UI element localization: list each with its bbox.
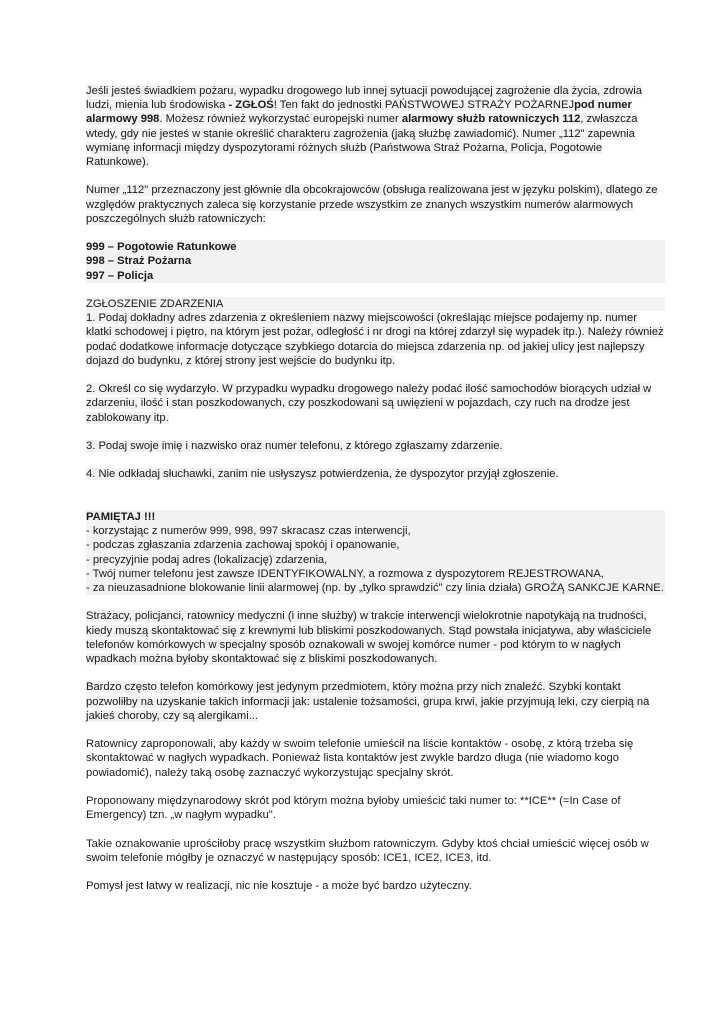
remember-item: - Twój numer telefonu jest zawsze IDENTYFIKOWALNY, a rozmowa z dyspozytorem REJESTROWANA, [86, 567, 665, 581]
report-step-2: 2. Określ co się wydarzyło. W przypadku wypadku drogowego należy podać ilość samochodów biorących udział w zdarzeniu, ilość i stan poszkodowanych, czy poszkodowani są uwięzieni w pojazdach, czy ruch na drodze jest zablokowany itp. [86, 383, 652, 424]
ice-paragraph-2 [86, 680, 665, 723]
ice-text-5: Takie oznakowanie uprościłoby pracę wszystkim służbom ratowniczym. Gdyby ktoś chciał umieścić więcej osób w swoim telefonie mógłby je oznaczyć w następujący sposób: ICE1, ICE2, ICE3, itd. [86, 837, 649, 864]
ice-text-1: Strażacy, policjanci, ratownicy medyczni (i inne służby) w trakcie interwencji wielokrotnie napotykają na trudności, kiedy muszą skontaktować się z krewnymi lub bliskimi poszkodowanych. Stąd powstała inicjatywa, aby właściciele telefonów komórkowych w specjalny sposób oznakowali w swojej komórce numer - pod którym to w nagłych wpadkach można byłoby skontaktować się z bliskimi poszkodowanych. [86, 610, 652, 665]
intro-text-3: . Możesz również wykorzystać europejski numer [159, 113, 402, 126]
intro-bold-112: alarmowy służb ratowniczych 112 [401, 113, 581, 126]
emergency-numbers-list [86, 240, 665, 283]
report-step-3: 3. Podaj swoje imię i nazwisko oraz numer telefonu, z którego zgłaszamy zdarzenie. [86, 440, 503, 452]
remember-item: - korzystając z numerów 999, 998, 997 skracasz czas interwencji, [86, 524, 665, 538]
paragraph-112-text: Numer „112" przeznaczony jest głównie dla obcokrajowców (obsługa realizowana jest w języku polskim), dlatego ze względów praktycznych zaleca się korzystanie przede wszystkim ze znanych wszystkim numerów alarmowych poszczególnych służb ratowniczych: [86, 184, 658, 225]
intro-text-4: , zwłaszcza wtedy, gdy nie jesteś w stanie określić charakteru zagrożenia (jaką służbę zawiadomić). Numer „112" zapewnia wymianę informacji między dyspozytorami różnych służb (Państwowa Straż Pożarna, Policja, Pogotowie Ratunkowe). [86, 113, 638, 169]
intro-text-1: Jeśli jesteś świadkiem pożaru, wypadku drogowego lub innej sytuacji powodującej zagrożenie dla życia, zdrowia ludzi, mienia lub środowiska [86, 85, 642, 112]
intro-paragraph [86, 84, 665, 169]
report-section [86, 297, 665, 368]
intro-bold-report: - ZGŁOŚ [228, 99, 274, 112]
remember-item: - precyzyjnie podaj adres (lokalizację) zdarzenia, [86, 553, 665, 567]
number-ambulance: 999 – Pogotowie Ratunkowe [86, 240, 665, 254]
ice-text-2: Bardzo często telefon komórkowy jest jedynym przedmiotem, który można przy nich znaleźć. Szybki kontakt pozwoliłby na uzyskanie takich informacji jak: ustalenie tożsamości, grupa krwi, jakie przyjmują leki, czy cierpią na jakieś choroby, czy są alergikami... [86, 681, 650, 722]
report-step-1: 1. Podaj dokładny adres zdarzenia z określeniem nazwy miejscowości (określając miejsce podajemy np. numer klatki schodowej i piętro, na którym jest pożar, odległość i nr drogi na której zdarzył się wypadek itp.). Należy również podać dodatkowe informacje dotyczące szybkiego dotarcia do miejsca zdarzenia np. od jakiej ulicy jest najlepszy dojazd do budynku, z której strony jest wejście do budynku itp. [86, 312, 664, 367]
ice-paragraph-3 [86, 737, 665, 780]
ice-paragraph-6 [86, 879, 665, 893]
ice-text-3: Ratownicy zaproponowali, aby każdy w swoim telefonie umieścił na liście kontaktów - osobę, z którą trzeba się skontaktować w nagłych wypadkach. Ponieważ lista kontaktów jest zwykle bardzo długa (nie wiadomo kogo powiadomić), należy taką osobę zaznaczyć wykorzystując specjalny skrót. [86, 738, 634, 779]
report-step-4-paragraph [86, 467, 665, 481]
ice-text-6: Pomysł jest łatwy w realizacji, nic nie kosztuje - a może być bardzo użyteczny. [86, 880, 472, 893]
intro-bold-998: pod numer alarmowy 998 [86, 99, 632, 126]
spacer [86, 496, 665, 510]
intro-text-2: ! Ten fakt do jednostki PAŃSTWOWEJ STRAŻY POŻARNEJ [273, 99, 575, 112]
report-step-4: 4. Nie odkładaj słuchawki, zanim nie usłyszysz potwierdzenia, że dyspozytor przyjął zgłoszenie. [86, 468, 559, 481]
report-step-2-paragraph [86, 382, 665, 425]
ice-text-4: Proponowany międzynarodowy skrót pod którym można byłoby umieścić taki numer to: **ICE** (=In Case of Emergency) tzn. „w nagłym wypadku". [86, 794, 621, 822]
number-fire-brigade: 998 – Straż Pożarna [86, 254, 665, 268]
remember-heading: PAMIĘTAJ !!! [86, 510, 665, 524]
ice-paragraph-5 [86, 837, 665, 865]
report-step-3-paragraph [86, 439, 665, 453]
ice-paragraph-4 [86, 794, 665, 822]
ice-paragraph-1 [86, 609, 665, 666]
paragraph-112 [86, 183, 665, 226]
number-police: 997 – Policja [86, 269, 665, 283]
report-heading: ZGŁOSZENIE ZDARZENIA [86, 297, 665, 311]
remember-item: - podczas zgłaszania zdarzenia zachowaj spokój i opanowanie, [86, 538, 665, 552]
remember-section [86, 510, 665, 595]
remember-item: - za nieuzasadnione blokowanie linii alarmowej (np. by „tylko sprawdzić" czy linia działa) GROŻĄ SANKCJE KARNE. [86, 581, 664, 594]
